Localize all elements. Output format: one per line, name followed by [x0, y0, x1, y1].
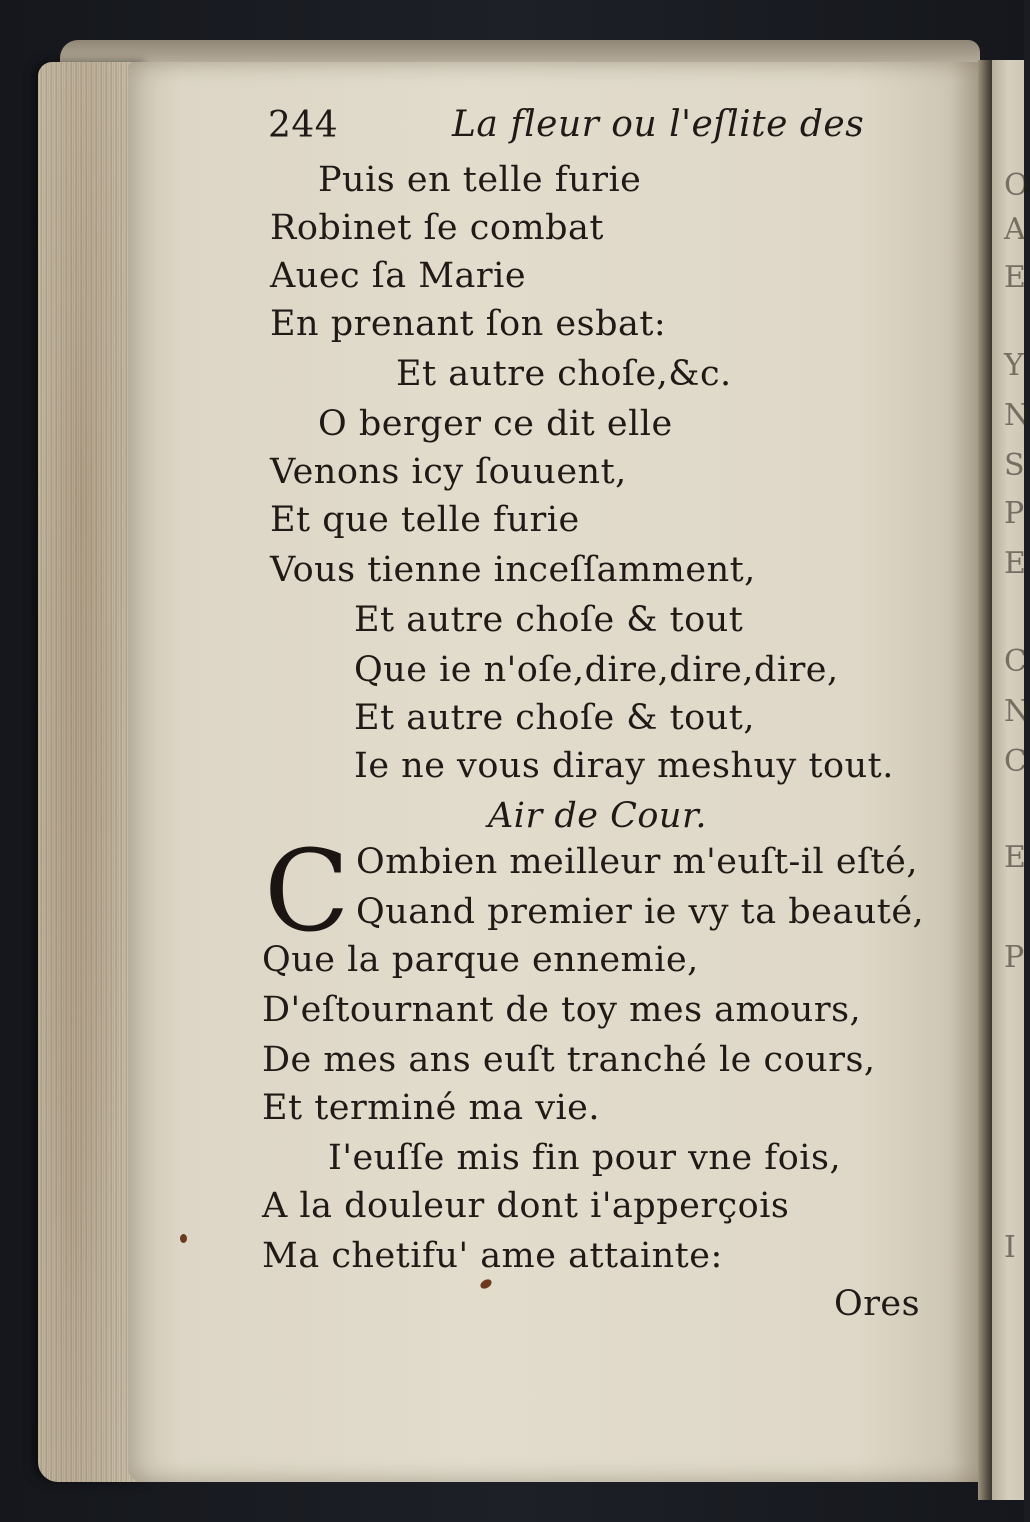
- verse-line: A la douleur dont i'apperçois: [262, 1186, 790, 1226]
- verse-line: I'euſſe mis fin pour vne fois,: [328, 1138, 842, 1178]
- facing-letter: N: [1004, 694, 1030, 729]
- verse-line: De mes ans euſt tranché le cours,: [262, 1040, 876, 1080]
- verse-line: Et que telle furie: [270, 500, 580, 540]
- facing-page-edge: [992, 60, 1030, 1500]
- facing-letter: Y: [1004, 348, 1024, 383]
- facing-letter: S: [1004, 448, 1025, 483]
- facing-letter: I: [1004, 1230, 1016, 1265]
- facing-letter: P: [1004, 940, 1025, 975]
- facing-letter: E: [1004, 260, 1026, 295]
- facing-letter: P: [1004, 496, 1025, 531]
- refrain-line: Que ie n'oſe,dire,dire,dire,: [354, 650, 839, 690]
- facing-letter: E: [1004, 546, 1026, 581]
- facing-letter: C: [1004, 744, 1027, 779]
- verse-line: O berger ce dit elle: [318, 404, 673, 444]
- facing-letter: A: [1004, 212, 1026, 247]
- paper-stain: [180, 1234, 187, 1243]
- verse-line: Que la parque ennemie,: [262, 940, 699, 980]
- page-number: 244: [268, 105, 339, 146]
- drop-cap: C: [264, 827, 350, 957]
- verse-line: Et terminé ma vie.: [262, 1088, 600, 1128]
- catchword: Ores: [834, 1284, 921, 1324]
- book-gutter: [978, 60, 992, 1500]
- verse-line: Venons icy ſouuent,: [270, 452, 627, 492]
- refrain-line: Et autre choſe & tout: [354, 600, 744, 640]
- section-heading: Air de Cour.: [488, 796, 707, 836]
- facing-letter: C: [1004, 644, 1027, 679]
- verse-line: Auec ſa Marie: [270, 256, 527, 296]
- verse-line: Puis en telle furie: [318, 160, 642, 200]
- refrain-line: Et autre choſe,&c.: [396, 354, 732, 394]
- verse-line: Ombien meilleur m'euſt-il eſté,: [356, 842, 918, 882]
- facing-letter: N: [1004, 398, 1030, 433]
- facing-letter: O: [1004, 168, 1029, 203]
- paper-stain: [479, 1278, 493, 1291]
- verse-line: Quand premier ie vy ta beauté,: [356, 892, 925, 932]
- verse-line: Ma chetifu' ame attainte:: [262, 1236, 723, 1276]
- refrain-line: Ie ne vous diray meshuy tout.: [354, 746, 894, 786]
- verse-line: Vous tienne inceſſamment,: [270, 550, 756, 590]
- refrain-line: Et autre choſe & tout,: [354, 698, 755, 738]
- verse-line: En prenant ſon esbat:: [270, 304, 667, 344]
- verse-line: Robinet ſe combat: [270, 208, 604, 248]
- running-title: La fleur ou l'eſlite des: [452, 104, 865, 145]
- facing-letter: E: [1004, 840, 1026, 875]
- verse-line: D'eſtournant de toy mes amours,: [262, 990, 862, 1030]
